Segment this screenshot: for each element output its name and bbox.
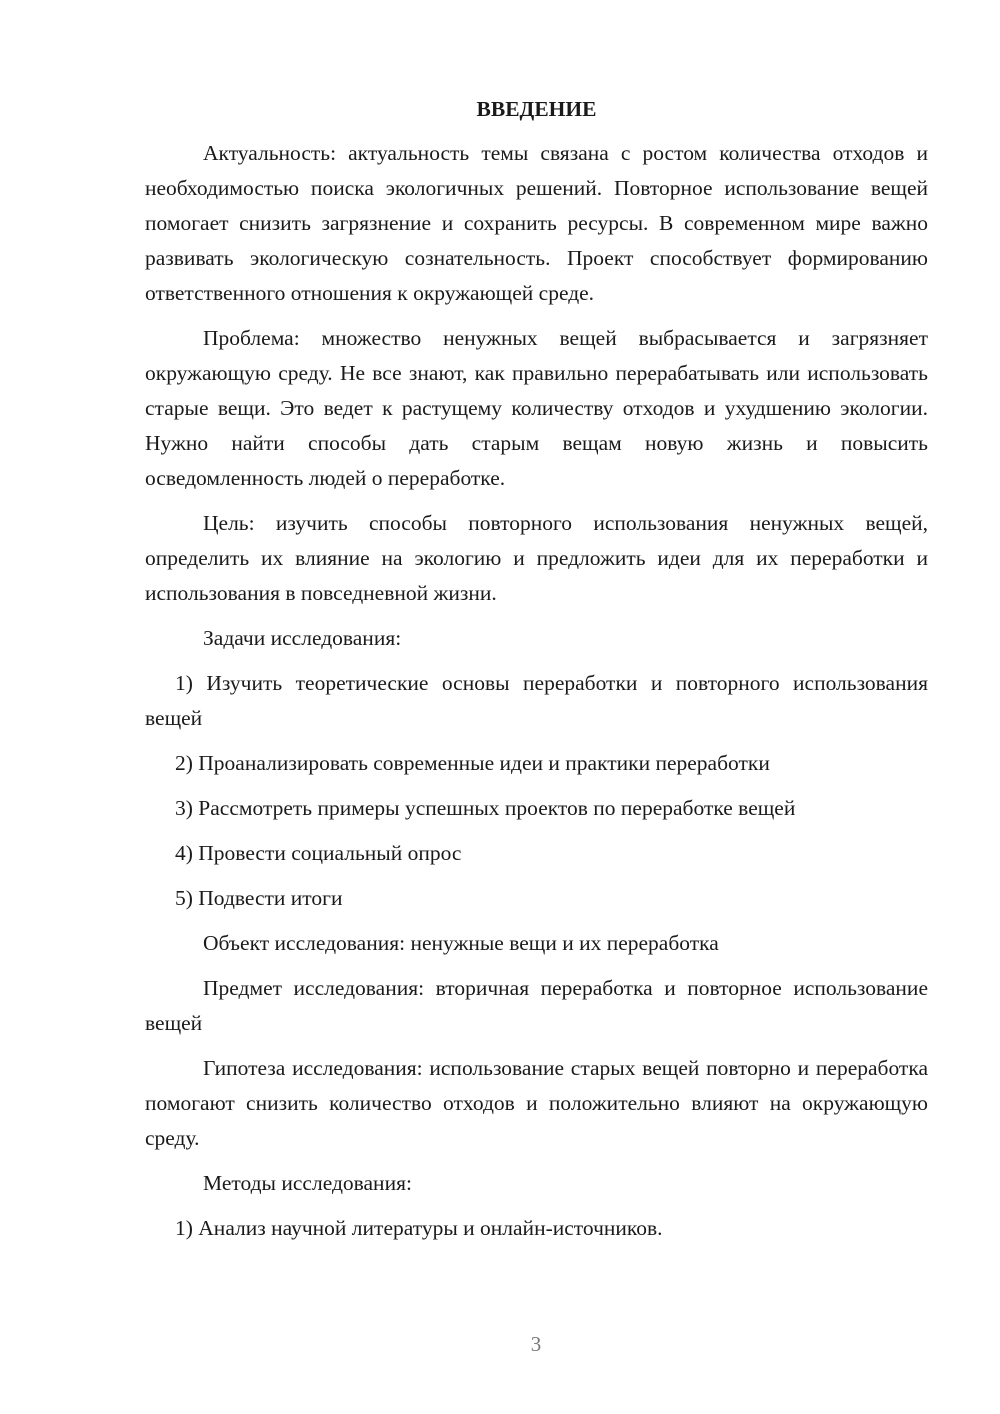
methods-heading: Методы исследования: xyxy=(203,1171,412,1195)
list-item-task-3: 3) Рассмотреть примеры успешных проектов по переработке вещей xyxy=(175,796,796,820)
paragraph-hypothesis: Гипотеза исследования: использование старых вещей повторно и переработка помогают снизить количество отходов и положительно влияют на окружающую среду. xyxy=(145,1056,928,1150)
section-title: ВВЕДЕНИЕ xyxy=(476,97,597,121)
list-item-method-1: 1) Анализ научной литературы и онлайн-источников. xyxy=(175,1216,663,1240)
paragraph-problem: Проблема: множество ненужных вещей выбрасывается и загрязняет окружающую среду. Не все знают, как правильно перерабатывать или использовать старые вещи. Это ведет к растущему количеству отходов и ухудшению экологии. Нужно найти способы дать старым вещам новую жизнь и повысить осведомленность людей о переработке. xyxy=(145,326,928,490)
paragraph-goal: Цель: изучить способы повторного использования ненужных вещей, определить их влияние на экологию и предложить идеи для их переработки и использования в повседневной жизни. xyxy=(145,511,928,605)
list-item-task-5: 5) Подвести итоги xyxy=(175,886,343,910)
paragraph-subject: Предмет исследования: вторичная переработка и повторное использование вещей xyxy=(145,976,928,1035)
tasks-heading: Задачи исследования: xyxy=(203,626,402,650)
list-item-task-4: 4) Провести социальный опрос xyxy=(175,841,462,865)
list-item-task-1: 1) Изучить теоретические основы переработки и повторного использования вещей xyxy=(145,671,928,730)
list-item-task-2: 2) Проанализировать современные идеи и практики переработки xyxy=(175,751,770,775)
page-number: 3 xyxy=(530,1332,542,1356)
document-page xyxy=(145,92,928,1256)
paragraph-object: Объект исследования: ненужные вещи и их переработка xyxy=(203,931,719,955)
paragraph-relevance: Актуальность: актуальность темы связана с ростом количества отходов и необходимостью поиска экологичных решений. Повторное использование вещей помогает снизить загрязнение и сохранить ресурсы. В современном мире важно развивать экологическую сознательность. Проект способствует формированию ответственного отношения к окружающей среде. xyxy=(145,141,928,305)
